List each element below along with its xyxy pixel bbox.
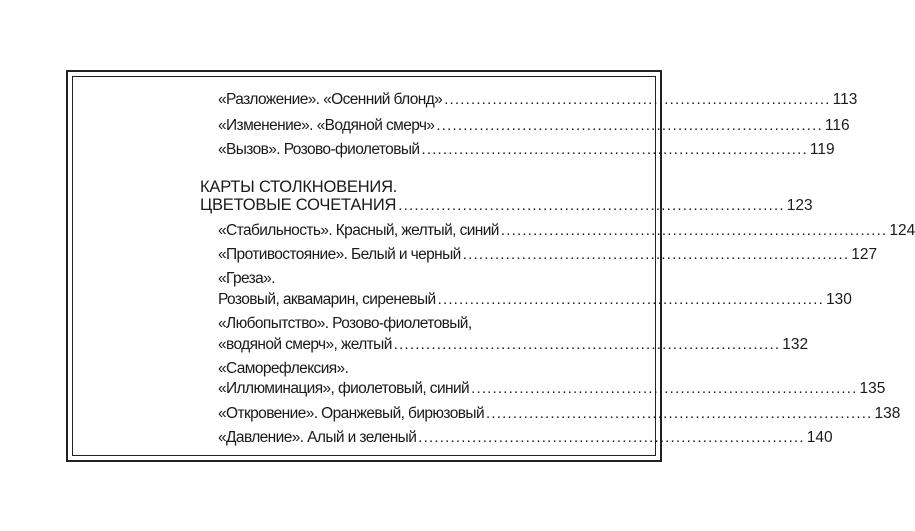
page-number: 132 xyxy=(782,336,809,353)
dot-leader: ........................................................................ xyxy=(436,117,823,134)
toc-entry xyxy=(218,429,833,447)
toc-entry xyxy=(218,91,858,109)
page-number: 140 xyxy=(806,429,833,446)
page-number: 123 xyxy=(786,197,813,214)
dot-leader: ........................................................................ xyxy=(462,246,850,263)
entry-title-line1: «Любопытство». Розово-фиолетовый, xyxy=(218,315,472,332)
entry-title: «Откровение». Оранжевый, бирюзовый xyxy=(218,405,485,422)
entry-title: «Вызов». Розово-фиолетовый xyxy=(218,141,420,158)
entry-title: «Давление». Алый и зеленый xyxy=(218,429,417,446)
page-number: 138 xyxy=(874,405,901,422)
entry-title: «водяной смерч», желтый xyxy=(218,336,392,353)
entry-title-line1: «Саморефлексия». xyxy=(218,360,349,377)
section-title-line2: ЦВЕТОВЫЕ СОЧЕТАНИЯ xyxy=(200,196,397,214)
toc-entry xyxy=(218,336,809,354)
toc-entry xyxy=(218,222,915,240)
toc-entry xyxy=(218,141,835,159)
entry-title: «Противостояние». Белый и черный xyxy=(218,246,461,263)
dot-leader: ........................................................................ xyxy=(393,336,781,353)
toc-entry xyxy=(218,405,901,423)
section-entry xyxy=(200,196,813,215)
page-number: 135 xyxy=(859,380,886,397)
page-number: 130 xyxy=(826,291,852,308)
page-number: 119 xyxy=(809,141,835,158)
dot-leader: ........................................................................ xyxy=(421,141,808,158)
entry-title: «Иллюминация», фиолетовый, синий xyxy=(218,380,470,397)
page-number: 113 xyxy=(832,91,858,108)
toc-entry xyxy=(218,246,878,264)
dot-leader: ........................................................................ xyxy=(398,197,785,214)
entry-title-line1: «Греза». xyxy=(218,270,275,287)
entry-title: Розовый, аквамарин, сиреневый xyxy=(218,291,436,308)
toc-entry xyxy=(218,117,850,135)
toc-entry xyxy=(218,291,852,309)
entry-title: «Изменение». «Водяной смерч» xyxy=(218,117,435,134)
dot-leader: ........................................................................ xyxy=(444,91,831,108)
dot-leader: ........................................................................ xyxy=(486,405,873,422)
dot-leader: ........................................................................ xyxy=(500,222,888,239)
toc-entry xyxy=(218,380,886,398)
section-title-line1: КАРТЫ СТОЛКНОВЕНИЯ. xyxy=(200,178,398,196)
entry-title: «Разложение». «Осенний блонд» xyxy=(218,91,443,108)
entry-title: «Стабильность». Красный, желтый, синий xyxy=(218,222,499,239)
page-number: 124 xyxy=(889,222,915,239)
dot-leader: ........................................................................ xyxy=(471,380,858,397)
page-number: 116 xyxy=(824,117,850,134)
page-number: 127 xyxy=(851,246,878,263)
dot-leader: ........................................................................ xyxy=(437,291,825,308)
dot-leader: ........................................................................ xyxy=(418,429,805,446)
